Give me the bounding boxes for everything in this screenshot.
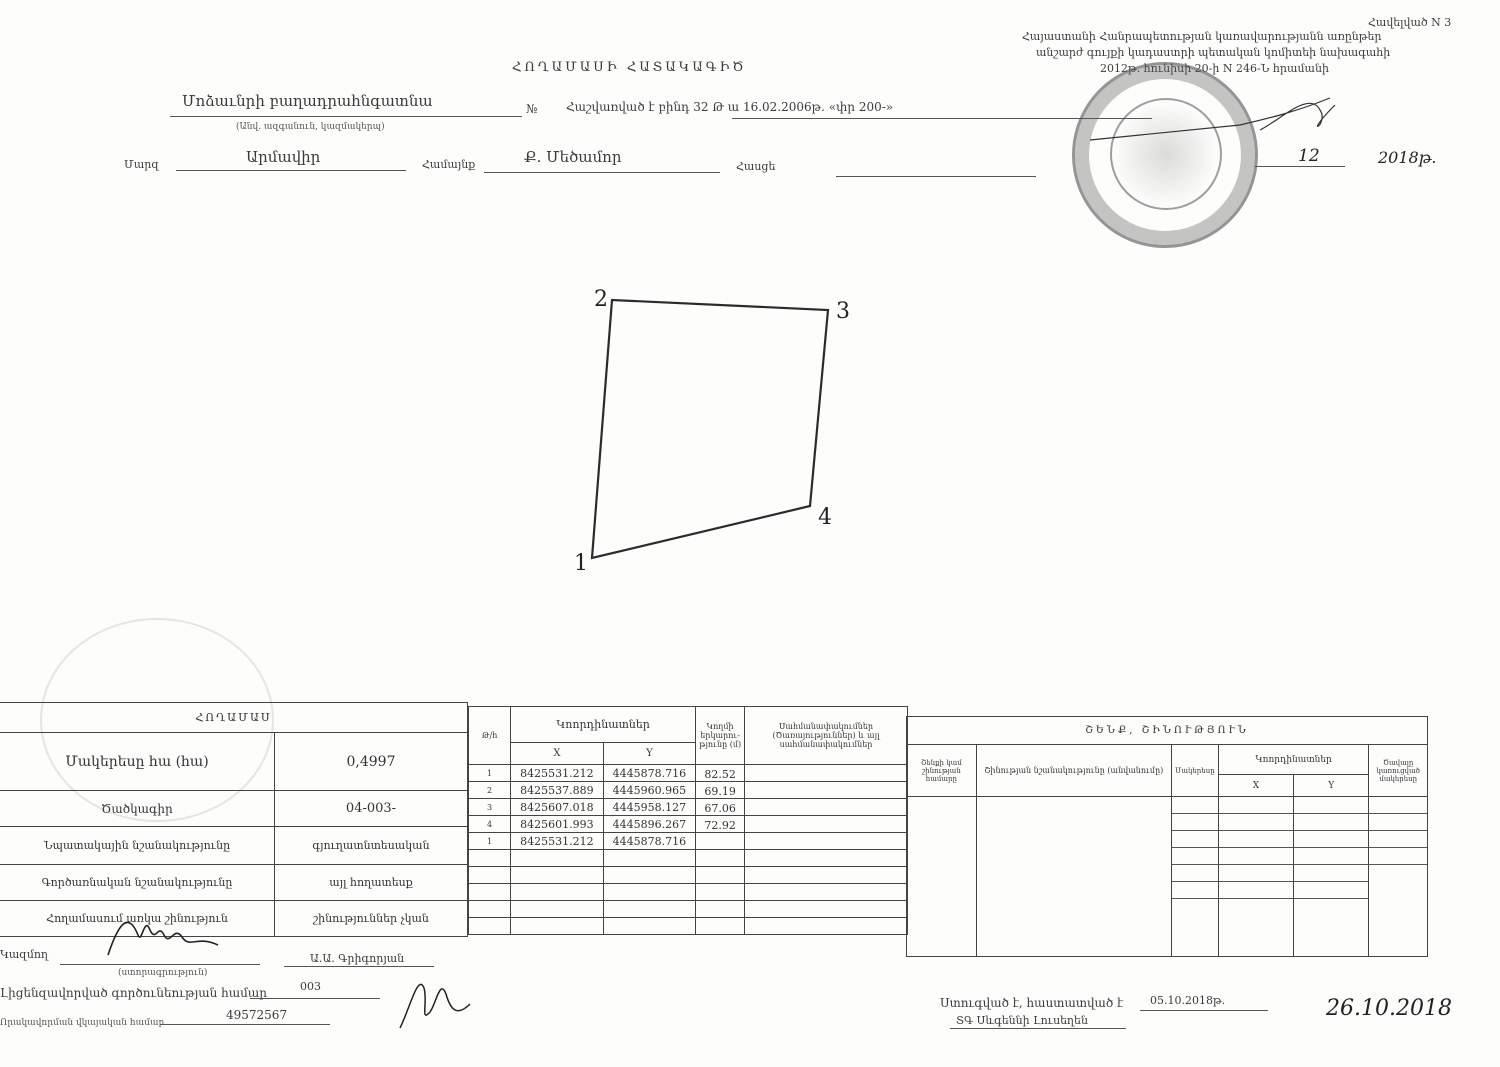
coord-y: 4445958.127 — [603, 799, 696, 816]
license-number: 003 — [300, 980, 321, 993]
building-number-header: Շենքի կամ շինության համարը — [907, 745, 977, 797]
coord-y: 4445896.267 — [603, 816, 696, 833]
prepared-name: Ա.Ա. Գրիգորյան — [310, 952, 405, 965]
appendix-line: անշարժ գույքի կադաստրի պետական կոմիտեի նախագահի — [1036, 46, 1391, 59]
coord-restriction — [745, 782, 908, 799]
street-underline — [836, 176, 1036, 177]
side-length-header: Կողմի երկարու-թյունը (մ) — [696, 707, 745, 765]
checked-date-underline — [1140, 1010, 1268, 1011]
land-row-value: շինություններ չկան — [275, 901, 468, 937]
coord-length: 72.92 — [696, 816, 745, 833]
date-day: 12 — [1298, 146, 1320, 166]
coord-length: 82.52 — [696, 765, 745, 782]
coord-y: 4445878.716 — [603, 833, 696, 850]
coord-length: 67.06 — [696, 799, 745, 816]
coord-length: 69.19 — [696, 782, 745, 799]
coord-y: 4445960.965 — [603, 782, 696, 799]
certificate-label: Որակավորման վկայական համար — [0, 1018, 165, 1028]
land-row-label: Գործառնական նշանակությունը — [0, 865, 275, 901]
coord-restriction — [745, 816, 908, 833]
marz-underline — [176, 170, 406, 171]
building-area-header: Մակերեսը — [1171, 745, 1218, 797]
y-header: Y — [603, 743, 696, 765]
community-underline — [484, 172, 720, 173]
license-prefix: № — [526, 102, 538, 116]
land-row-value: գյուղատնտեսական — [275, 827, 468, 865]
handwritten-date: 26.10.2018 — [1326, 996, 1452, 1021]
checked-date: 05.10.2018թ. — [1150, 994, 1226, 1007]
buildings-title: ՇԵՆՔ, ՇԻՆՈՒԹՅՈՒՆ — [907, 717, 1428, 745]
prepared-signature — [98, 905, 238, 965]
prepared-sign-caption: (ստորագրություն) — [118, 968, 208, 978]
land-row-value: այլ հողատեսք — [275, 865, 468, 901]
land-table-title: ՀՈՂԱՄԱՍ — [0, 703, 468, 733]
document-title: ՀՈՂԱՄԱՍԻ ՀԱՏԱԿԱԳԻԾ — [512, 60, 747, 75]
coord-point: 4 — [469, 816, 511, 833]
coord-restriction — [745, 799, 908, 816]
coord-restriction — [745, 765, 908, 782]
appendix-line: 2012թ. հունիսի 20-ի N 246-Ն հրամանի — [1100, 62, 1329, 75]
land-info-table — [0, 702, 468, 937]
plot-point-label: 2 — [594, 287, 608, 312]
x-header: X — [511, 743, 604, 765]
plot-plan — [560, 270, 880, 580]
community-value: Ք. Մեծամոր — [524, 148, 622, 166]
plot-point-label: 1 — [574, 551, 588, 576]
building-y-header: Y — [1294, 775, 1369, 797]
coord-length — [696, 833, 745, 850]
coord-point: 2 — [469, 782, 511, 799]
coord-x: 8425607.018 — [511, 799, 604, 816]
land-row-label: Մակերեսը հա (հա) — [0, 733, 275, 791]
marz-label: Մարզ — [124, 158, 159, 171]
land-row-label: Նպատակային նշանակությունը — [0, 827, 275, 865]
community-label: Համայնք — [422, 158, 476, 171]
coord-x: 8425531.212 — [511, 765, 604, 782]
appendix-label: Հավելված N 3 — [1368, 16, 1452, 29]
coord-point: 3 — [469, 799, 511, 816]
land-row-value: 04-003- — [275, 791, 468, 827]
coordinates-table — [468, 706, 908, 935]
plot-point-label: 3 — [836, 299, 850, 324]
coord-y: 4445878.716 — [603, 765, 696, 782]
second-signature — [390, 968, 480, 1038]
org-underline — [170, 116, 522, 117]
license-underline — [250, 998, 380, 999]
coord-point: 1 — [469, 765, 511, 782]
coord-restriction — [745, 833, 908, 850]
land-row-value: 0,4997 — [275, 733, 468, 791]
license-text: Հաշվառված է բինդ 32 Թ ա 16.02.2006թ. «փր 200-» — [566, 100, 894, 114]
building-coords-header: Կոորդինատներ — [1218, 745, 1369, 775]
buildings-table — [906, 716, 1428, 957]
building-purpose-header: Շինության նշանակությունը (անվանումը) — [976, 745, 1171, 797]
checked-name: ՏԳ Սևգեննի Լուսեղեն — [956, 1014, 1088, 1027]
coord-point: 1 — [469, 833, 511, 850]
building-volume-header: Ծավալը կառուցված մակերեսը — [1369, 745, 1428, 797]
plot-point-label: 4 — [818, 505, 832, 530]
coord-x: 8425601.993 — [511, 816, 604, 833]
plot-outline — [592, 300, 828, 558]
coords-header: Կոորդինատներ — [511, 707, 696, 743]
prepared-label: Կազմող — [0, 948, 49, 961]
street-label: Հասցե — [736, 160, 776, 173]
appendix-line: Հայաստանի Հանրապետության կառավարությանն առընթեր — [1022, 30, 1382, 43]
license-label: Լիցենզավորված գործունեության համար — [0, 986, 267, 1000]
prepared-name-underline — [284, 966, 434, 967]
certificate-underline — [160, 1024, 330, 1025]
org-name: Մոձաւնրի բաղադրահնգատնա — [182, 92, 433, 110]
building-x-header: X — [1218, 775, 1293, 797]
point-col-header: Թ/հ — [469, 707, 511, 765]
marz-value: Արմավիր — [246, 148, 321, 166]
org-caption: (Անվ. ազգանուն, կազմակերպ) — [236, 122, 385, 132]
restrictions-header: Սահմանափակումներ (Ծառայություններ) և այլ սահմանափակումներ — [745, 707, 908, 765]
coord-x: 8425537.889 — [511, 782, 604, 799]
land-row-label: Ծածկագիր — [0, 791, 275, 827]
checked-label: Ստուգված է, հաստատված է — [940, 996, 1124, 1010]
signature-scribble — [1080, 70, 1380, 190]
certificate-number: 49572567 — [226, 1008, 288, 1022]
checked-underline — [950, 1028, 1126, 1029]
date-year: 2018թ. — [1378, 148, 1437, 167]
land-row-label: Հողամասում առկա շինություն — [0, 901, 275, 937]
coord-x: 8425531.212 — [511, 833, 604, 850]
